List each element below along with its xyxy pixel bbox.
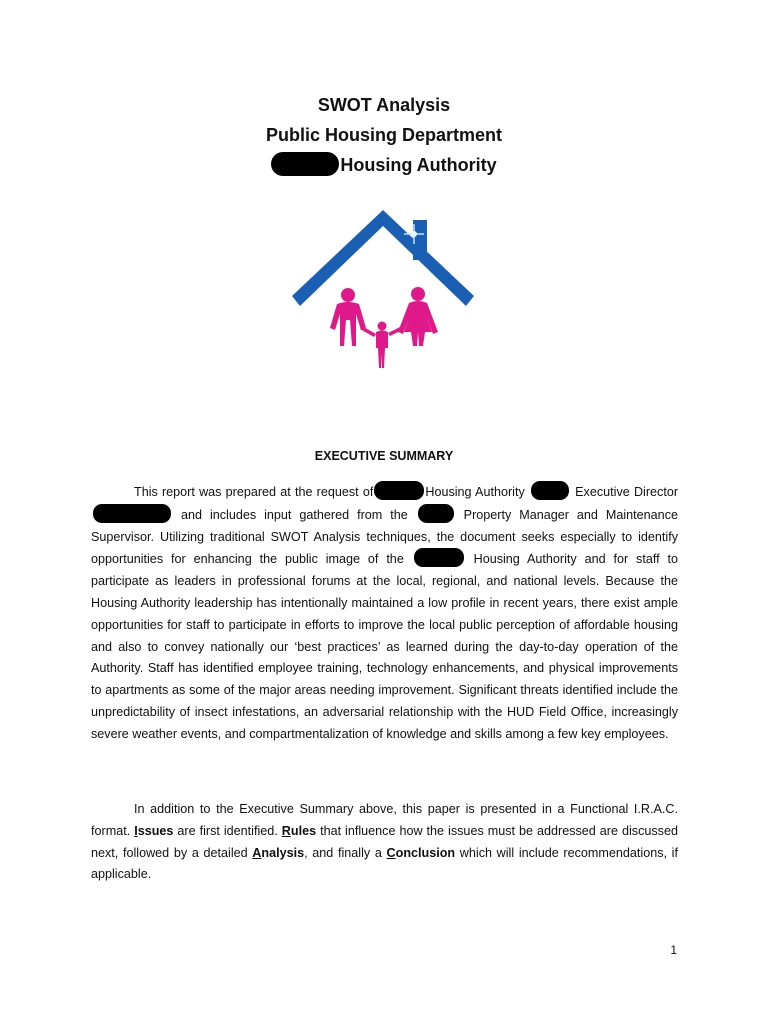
summary-paragraph-2 [91, 799, 678, 886]
text-run: This report was prepared at the request of [134, 485, 374, 499]
text-run: Housing Authority and for staff to participate as leaders in professional forums at the local, regional, and national levels. Because the Housing Authority leadership has intentionally maintained a low profile in recent years, there exist ample opportunities for staff to participate in efforts to improve the local public perception of affordable housing and also to convey nationally our ‘best practices’ as learned during the day-to-day operation of the Authority. Staff has identified employee training, technology enhancements, and physical improvements to apartments as some of the major areas needing improvement. Significant threats identified include the unpredictability of insect infestations, an adversarial relationship with the HUD Field Office, increasingly severe weather events, and compartmentalization of knowledge and skills among a few key employees. [91, 552, 679, 741]
keyword-initial: C [386, 845, 396, 860]
authority-name: Housing Authority [340, 155, 497, 175]
family-icon [330, 287, 438, 368]
text-run: Housing Authority [425, 485, 525, 499]
title-block [0, 90, 768, 180]
keyword-conclusion [387, 846, 456, 860]
text-run: Property Manager and Maintenance Supervisor. Utilizing traditional SWOT Analysis techniques, the document seeks especially to identify opportunities for enhancing the public image of the [91, 507, 678, 567]
text-run: Executive Director [575, 485, 679, 499]
keyword-rest: nalysis [261, 845, 305, 860]
redaction-mark [531, 481, 569, 500]
redaction-mark [414, 548, 464, 567]
house-family-logo-icon [288, 208, 478, 378]
department-title: Public Housing Department [265, 125, 503, 145]
text-run: are first identified. [173, 823, 282, 838]
text-run: In addition to the Executive Summary above, this paper is presented in a Functional I.R.A.C. format. [91, 802, 678, 838]
keyword-rest: ules [290, 823, 317, 838]
page-number: 1 [670, 943, 677, 957]
summary-paragraph-1 [91, 481, 678, 746]
redaction-mark [418, 504, 454, 523]
keyword-analysis [252, 846, 304, 860]
keyword-initial: I [134, 823, 138, 838]
text-run: , and finally a [304, 845, 387, 860]
keyword-rules [282, 824, 316, 838]
section-heading: EXECUTIVE SUMMARY [314, 449, 454, 463]
redaction-mark [271, 152, 339, 176]
text-run: which will include recommendations, if applicable. [91, 845, 678, 882]
authority-title [0, 150, 768, 180]
keyword-rest: ssues [137, 823, 174, 838]
keyword-issues [134, 824, 173, 838]
keyword-initial: A [252, 845, 262, 860]
redaction-mark [374, 481, 424, 500]
document-title: SWOT Analysis [317, 95, 451, 115]
keyword-initial: R [281, 823, 291, 838]
keyword-rest: onclusion [395, 845, 456, 860]
redaction-mark [93, 504, 171, 523]
text-run: that influence how the issues must be addressed are discussed next, followed by a detailed [91, 823, 678, 860]
roof-icon [292, 210, 474, 306]
text-run: and includes input gathered from the [180, 507, 408, 522]
